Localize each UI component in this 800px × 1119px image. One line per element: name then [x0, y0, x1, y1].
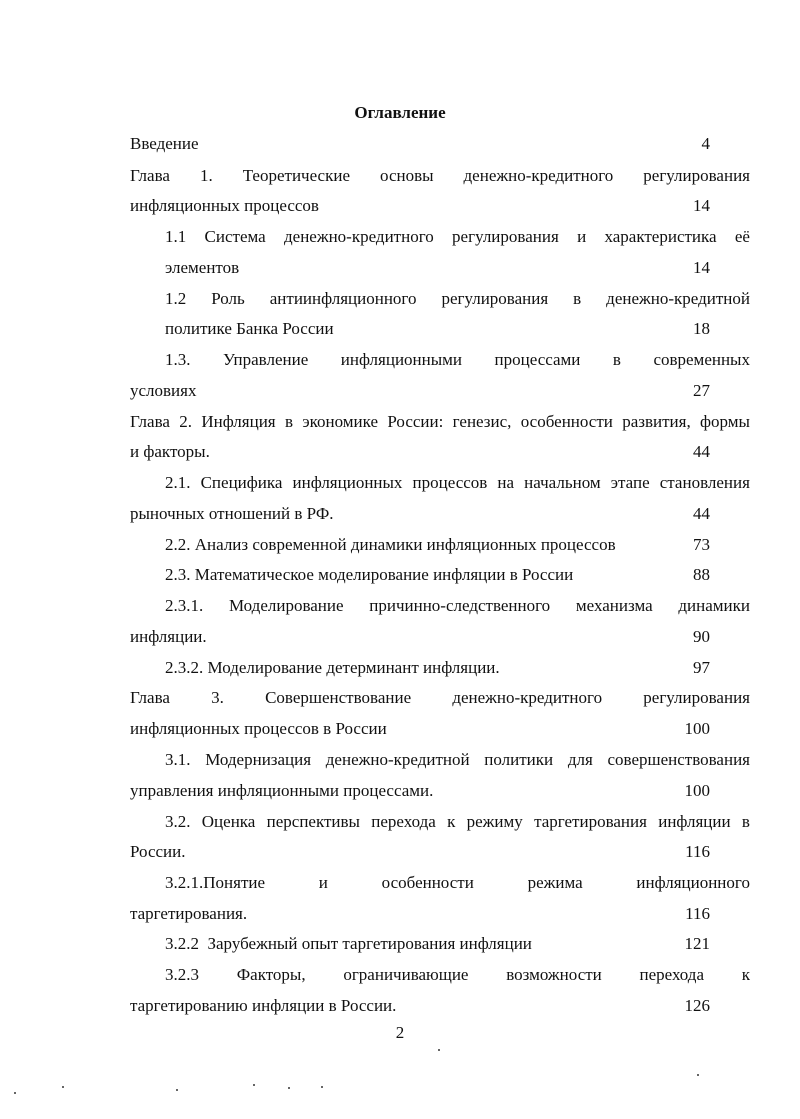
toc-entry-2-3-1-cont	[0, 622, 800, 652]
toc-entry-3-2-2	[0, 929, 800, 959]
toc-entry-page: 126	[684, 996, 710, 1015]
toc-justified-line	[130, 407, 750, 437]
toc-entry-text: элементов	[165, 258, 240, 277]
toc-entry-3-1-cont	[0, 776, 800, 806]
toc-entry-page: 14	[693, 196, 710, 215]
toc-justified-line	[165, 284, 750, 314]
toc-heading: Оглавление	[354, 103, 446, 122]
toc-entry-chapter-2	[0, 407, 800, 437]
toc-word: генезис,	[452, 412, 512, 431]
toc-word: особенности	[381, 873, 474, 892]
toc-word: особенности	[520, 412, 613, 431]
toc-word: Система	[204, 227, 266, 246]
scan-speck	[253, 1084, 255, 1086]
toc-word: таргетирования	[534, 812, 647, 831]
toc-word: антиинфляционного	[269, 289, 417, 308]
toc-word: Специфика	[200, 473, 283, 492]
toc-word: денежно-кредитного	[463, 166, 614, 185]
toc-entry-2-1-cont	[0, 499, 800, 529]
toc-entry-text: политике Банка России	[165, 319, 334, 338]
toc-word: развития,	[622, 412, 691, 431]
toc-word: Моделирование	[228, 596, 344, 615]
toc-word: характеристика	[604, 227, 717, 246]
toc-justified-line	[165, 345, 750, 375]
toc-entry-1-2	[0, 284, 800, 314]
toc-entry-2-2	[0, 530, 800, 560]
toc-word: 1.1	[165, 227, 187, 246]
toc-entry-text: управления инфляционными процессами.	[130, 781, 434, 800]
toc-entry-3-2-1	[0, 868, 800, 898]
toc-word: в	[741, 812, 750, 831]
toc-word: в	[284, 412, 293, 431]
toc-entry-text: таргетированию инфляции в России.	[130, 996, 397, 1015]
toc-word: 3.2.	[165, 812, 191, 831]
scan-speck	[288, 1087, 290, 1089]
toc-entry-page: 27	[693, 381, 710, 400]
scan-speck	[176, 1089, 178, 1091]
toc-word: 3.2.1.Понятие	[165, 873, 266, 892]
toc-entry-page: 14	[693, 258, 710, 277]
toc-entry-page: 73	[693, 535, 710, 554]
toc-word: 3.2.3	[165, 965, 199, 984]
toc-entry-chapter-1-cont	[0, 191, 800, 221]
toc-word: ограничивающие	[343, 965, 469, 984]
toc-entry-page: 4	[701, 134, 710, 153]
toc-entry-chapter-3	[0, 683, 800, 713]
scan-speck	[62, 1086, 64, 1088]
toc-entry-page: 88	[693, 565, 710, 584]
toc-entry-page: 44	[693, 442, 710, 461]
toc-word: к	[447, 812, 456, 831]
toc-entry-page: 116	[685, 842, 710, 861]
toc-word: динамики	[678, 596, 750, 615]
toc-entry-page: 44	[693, 504, 710, 523]
page-number: 2	[395, 1023, 405, 1042]
toc-word: основы	[380, 166, 434, 185]
toc-word: регулирования	[441, 289, 549, 308]
toc-word: Роль	[211, 289, 245, 308]
toc-entry-page: 121	[684, 934, 710, 953]
toc-entry-3-2-1-cont	[0, 899, 800, 929]
toc-entry-1-3	[0, 345, 800, 375]
toc-word: в	[573, 289, 582, 308]
toc-word: Глава	[130, 688, 170, 707]
toc-entry-1-1	[0, 222, 800, 252]
toc-entry-page: 100	[684, 719, 710, 738]
toc-justified-line	[165, 468, 750, 498]
toc-word: 1.	[199, 166, 213, 185]
toc-word: причинно-следственного	[369, 596, 551, 615]
toc-word: на	[497, 473, 515, 492]
toc-word: инфляции	[658, 812, 731, 831]
toc-word: денежно-кредитного	[452, 688, 603, 707]
toc-word: инфляционного	[636, 873, 750, 892]
toc-word: Факторы,	[236, 965, 306, 984]
toc-justified-line	[165, 868, 750, 898]
toc-word: режиму	[466, 812, 523, 831]
toc-justified-line	[130, 683, 750, 713]
toc-entry-text: инфляции.	[130, 627, 207, 646]
toc-word: регулирования	[643, 166, 750, 185]
toc-entry-chapter-2-cont	[0, 437, 800, 467]
toc-word: и	[318, 873, 328, 892]
toc-word: 3.	[211, 688, 224, 707]
toc-word: перспективы	[266, 812, 360, 831]
toc-word: Модернизация	[205, 750, 312, 769]
toc-word: к	[741, 965, 750, 984]
toc-entry-text: 2.3. Математическое моделирование инфляции в России	[165, 565, 574, 584]
toc-entry-text: рыночных отношений в РФ.	[130, 504, 334, 523]
toc-justified-line	[165, 960, 750, 990]
toc-word: 2.	[179, 412, 193, 431]
toc-word: 1.3.	[165, 350, 191, 369]
toc-word: этапе	[610, 473, 650, 492]
toc-word: современных	[653, 350, 750, 369]
toc-entry-1-3-cont	[0, 376, 800, 406]
toc-word: Совершенствование	[265, 688, 412, 707]
toc-entry-text: таргетирования.	[130, 904, 248, 923]
toc-entry-page: 97	[693, 658, 710, 677]
toc-entry-text: Введение	[130, 134, 199, 153]
toc-justified-line	[130, 161, 750, 191]
toc-word: становления	[659, 473, 750, 492]
toc-word: 3.1.	[165, 750, 191, 769]
toc-entry-3-2	[0, 807, 800, 837]
toc-entry-3-2-3	[0, 960, 800, 990]
toc-entry-2-3-1	[0, 591, 800, 621]
toc-entry-text: 2.2. Анализ современной динамики инфляционных процессов	[165, 535, 616, 554]
toc-entry-2-3	[0, 560, 800, 590]
toc-word: режима	[527, 873, 583, 892]
toc-word: политики	[484, 750, 554, 769]
toc-justified-line	[165, 807, 750, 837]
scan-speck	[321, 1086, 323, 1088]
toc-entry-page: 100	[684, 781, 710, 800]
toc-word: Оценка	[201, 812, 256, 831]
toc-word: в	[612, 350, 621, 369]
toc-word: 2.1.	[165, 473, 191, 492]
toc-word: перехода	[371, 812, 436, 831]
toc-word: Глава	[130, 412, 170, 431]
toc-word: процессами	[494, 350, 581, 369]
toc-word: инфляционных	[292, 473, 403, 492]
toc-word: Управление	[223, 350, 309, 369]
toc-word: Теоретические	[242, 166, 351, 185]
toc-entry-text: 2.3.2. Моделирование детерминант инфляции.	[165, 658, 500, 677]
toc-word: процессов	[412, 473, 488, 492]
toc-entry-text: и факторы.	[130, 442, 210, 461]
toc-entry-3-1	[0, 745, 800, 775]
toc-entry-2-3-2	[0, 653, 800, 683]
toc-justified-line	[165, 222, 750, 252]
toc-word: 1.2	[165, 289, 187, 308]
toc-entry-text: России.	[130, 842, 186, 861]
toc-justified-line	[165, 591, 750, 621]
toc-word: денежно-кредитной	[325, 750, 470, 769]
toc-word: денежно-кредитного	[284, 227, 434, 246]
scan-speck	[697, 1074, 699, 1076]
toc-entry-chapter-1	[0, 161, 800, 191]
toc-word: начальном	[524, 473, 601, 492]
toc-entry-3-2-3-cont	[0, 991, 800, 1021]
toc-entry-3-2-cont	[0, 837, 800, 867]
toc-entry-page: 116	[685, 904, 710, 923]
scan-speck	[14, 1092, 16, 1094]
toc-entry-text: условиях	[130, 381, 197, 400]
toc-word: для	[567, 750, 593, 769]
toc-word: Глава	[130, 166, 170, 185]
toc-entry-1-1-cont	[0, 253, 800, 283]
toc-word: регулирования	[643, 688, 750, 707]
toc-word: перехода	[639, 965, 705, 984]
toc-word: Инфляция	[201, 412, 276, 431]
toc-entry-1-2-cont	[0, 314, 800, 344]
toc-word: совершенствования	[607, 750, 750, 769]
toc-word: формы	[700, 412, 750, 431]
toc-word: экономике	[302, 412, 379, 431]
toc-word: России:	[387, 412, 444, 431]
toc-entry-intro	[0, 129, 800, 159]
toc-entry-2-1	[0, 468, 800, 498]
scan-speck	[438, 1049, 440, 1051]
toc-justified-line	[165, 745, 750, 775]
toc-entry-page: 90	[693, 627, 710, 646]
toc-word: денежно-кредитной	[606, 289, 750, 308]
toc-word: её	[734, 227, 750, 246]
toc-word: регулирования	[452, 227, 559, 246]
toc-word: возможности	[506, 965, 602, 984]
toc-entry-text: инфляционных процессов	[130, 196, 319, 215]
toc-word: механизма	[575, 596, 653, 615]
toc-entry-page: 18	[693, 319, 710, 338]
toc-word: инфляционными	[340, 350, 463, 369]
toc-entry-text: 3.2.2 Зарубежный опыт таргетирования инфляции	[165, 934, 532, 953]
toc-word: 2.3.1.	[165, 596, 204, 615]
toc-word: и	[577, 227, 587, 246]
toc-entry-chapter-3-cont	[0, 714, 800, 744]
toc-entry-text: инфляционных процессов в России	[130, 719, 387, 738]
